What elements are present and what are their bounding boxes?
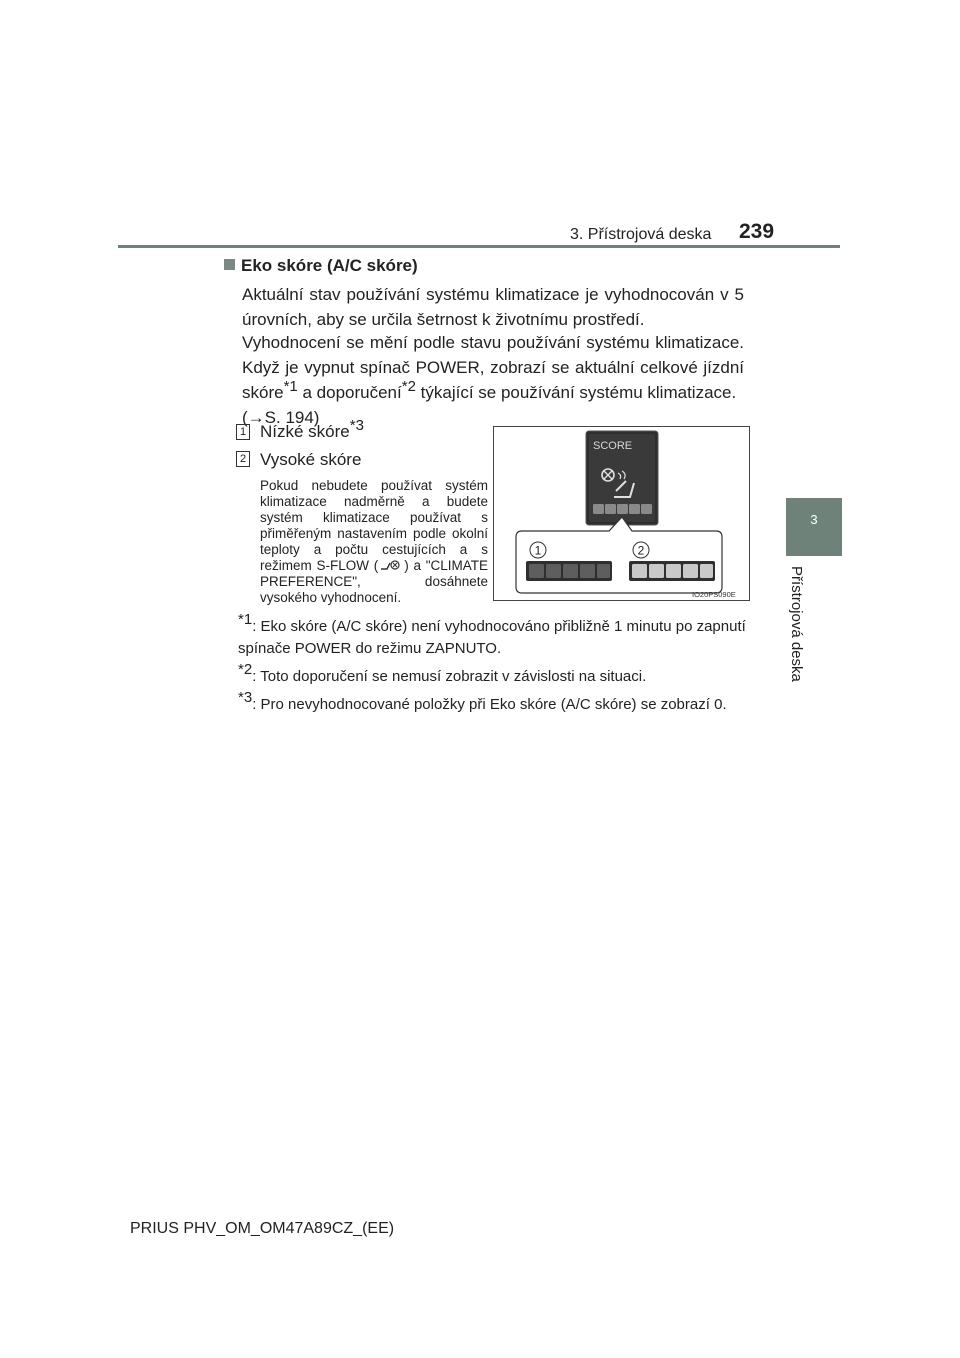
figure-code: IO20PS090E xyxy=(692,590,736,599)
detail-note xyxy=(260,478,488,606)
footnote-text-3: : Pro nevyhodnocované položky při Eko skóre (A/C skóre) se zobrazí 0. xyxy=(252,696,727,713)
evaluation-text-3: týkající se používání systému klimatizace. xyxy=(415,383,737,402)
callout-label-text-1: Nízké skóre xyxy=(260,422,350,441)
header-rule xyxy=(118,245,840,248)
document-code: PRIUS PHV_OM_OM47A89CZ_(EE) xyxy=(130,1220,395,1237)
callout-bubble xyxy=(516,517,722,593)
evaluation-paragraph xyxy=(242,330,744,430)
chapter-tab-label: Přístrojová deska xyxy=(788,566,805,682)
callout-number-2: 2 xyxy=(236,451,250,467)
footnote-text-1: : Eko skóre (A/C skóre) není vyhodnocováno přibližně 1 minutu po zapnutí spínače POWER do režimu ZAPNUTO. xyxy=(238,618,746,657)
high-score-bar xyxy=(629,561,715,581)
evaluation-text-2: a doporučení xyxy=(297,383,402,402)
chapter-tab[interactable] xyxy=(786,498,842,556)
footnote-2 xyxy=(238,661,748,688)
score-screen-label: SCORE xyxy=(593,440,633,452)
footnote-mark-2: *2 xyxy=(238,661,253,678)
eco-score-illustration xyxy=(494,427,751,602)
section-heading-text: Eko skóre (A/C skóre) xyxy=(241,256,418,275)
low-score-bar xyxy=(526,561,612,581)
detail-note-text-1: Pokud nebudete používat systém klimatizace nadměrně a budete systém klimatizace používat s přiměřeným nastavením podle okolní teploty a počtu cestujících a s režimem S-FLOW ( xyxy=(260,478,488,573)
header-section-title: 3. Přístrojová deska xyxy=(570,226,712,243)
detail-note-text-2: ) a "CLIMATE PREFERENCE", dosáhnete vysokého vyhodnocení. xyxy=(260,558,488,605)
figure-callout-1-text: 1 xyxy=(534,543,542,558)
footnote-ref-3[interactable]: *3 xyxy=(349,417,364,434)
square-bullet-icon xyxy=(224,259,235,270)
callout-label-high-score: Vysoké skóre xyxy=(260,450,362,469)
chapter-tab-number: 3 xyxy=(810,512,818,527)
footnote-ref-1[interactable]: *1 xyxy=(283,378,298,395)
eco-score-figure xyxy=(493,426,750,601)
footnote-ref-2[interactable]: *2 xyxy=(401,378,416,395)
footnote-1 xyxy=(238,611,748,660)
section-heading xyxy=(224,256,418,276)
figure-callout-2-text: 2 xyxy=(637,543,645,558)
intro-paragraph: Aktuální stav používání systému klimatizace je vyhodnocován v 5 úrovních, aby se určila šetrnost k životnímu prostředí. xyxy=(242,285,744,329)
page-number: 239 xyxy=(739,220,775,243)
footnote-mark-3: *3 xyxy=(238,689,253,706)
page-reference-link[interactable]: (→S. 194) xyxy=(242,408,320,427)
footnote-text-2: : Toto doporučení se nemusí zobrazit v závislosti na situaci. xyxy=(252,668,647,685)
footnote-3 xyxy=(238,689,748,716)
evaluation-text-1: Vyhodnocení se mění podle stavu používání systému klimatizace. Když je vypnut spínač POWER, zobrazí se aktuální celkové jízdní skóre xyxy=(242,333,744,402)
callout-label-low-score xyxy=(260,417,364,442)
s-flow-icon xyxy=(378,559,404,571)
callout-number-1: 1 xyxy=(236,424,250,440)
screen-score-segments xyxy=(593,504,652,514)
footnote-mark-1: *1 xyxy=(238,611,253,628)
